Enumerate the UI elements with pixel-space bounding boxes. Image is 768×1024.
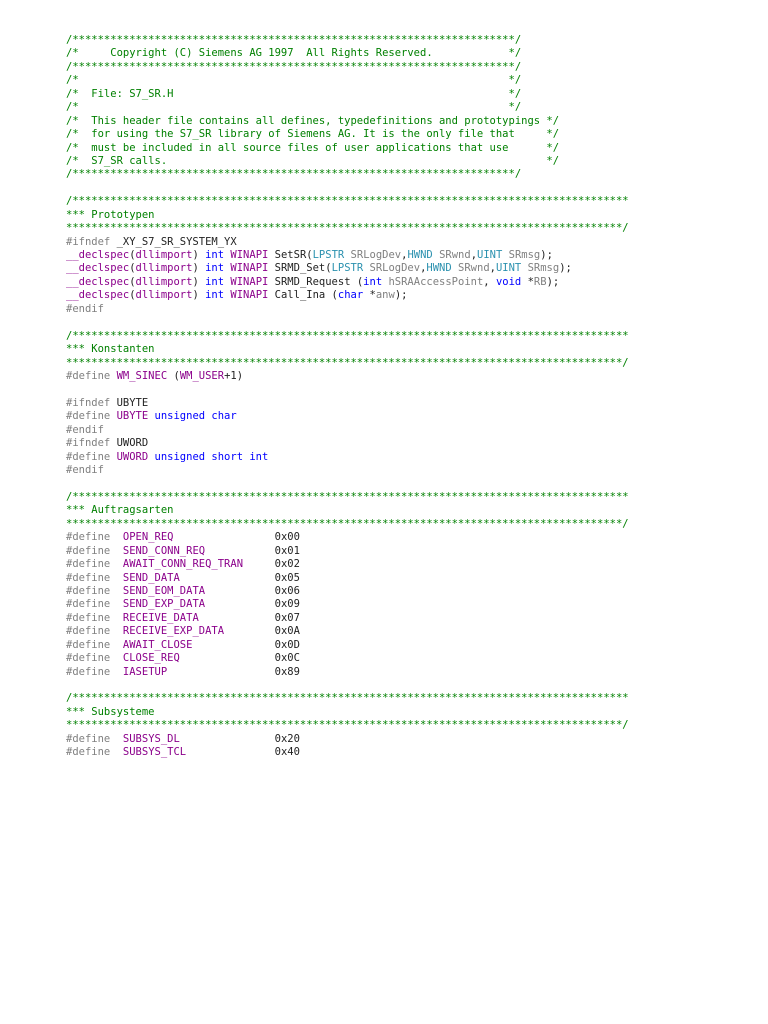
code-line — [66, 316, 706, 329]
code-line — [66, 625, 706, 638]
code-token-plain — [180, 572, 275, 584]
code-token-macro: __declspec — [66, 249, 130, 261]
code-line — [66, 733, 706, 746]
code-line — [66, 612, 706, 625]
code-line — [66, 142, 706, 155]
code-token-comment: /**********************************************************************/ — [66, 34, 522, 46]
code-token-comment: /**************************************************************************************** — [66, 692, 629, 705]
code-token-number: 0x20 — [274, 732, 300, 745]
code-token-type: HWND — [426, 262, 452, 275]
code-line — [66, 410, 706, 423]
code-line — [66, 74, 706, 87]
code-line — [66, 451, 706, 464]
code-token-macro: SEND_CONN_REQ — [122, 544, 206, 557]
code-line — [66, 289, 706, 302]
code-token-keyword: int — [205, 262, 225, 275]
code-line — [66, 558, 706, 571]
code-token-comment: ****************************************************************************************/ — [66, 222, 629, 235]
code-token-number: 0x01 — [274, 544, 300, 557]
code-token-macro: OPEN_REQ — [122, 531, 174, 544]
code-token-macro: AWAIT_CONN_REQ_TRAN — [122, 558, 244, 571]
code-token-param: SRLogDev — [350, 249, 402, 261]
code-token-number: 0x0C — [274, 652, 300, 665]
code-token-keyword: int — [205, 289, 225, 302]
code-token-plain: * — [363, 289, 376, 302]
code-token-plain — [192, 639, 274, 651]
code-token-comment: /* for using the S7_SR library of Siemens AG. It is the only file that */ — [66, 128, 560, 141]
code-token-plain: ) — [192, 262, 206, 275]
code-line — [66, 504, 706, 517]
code-token-type: LPSTR — [331, 262, 364, 275]
code-line — [66, 666, 706, 679]
code-token-macro: dllimport — [135, 249, 193, 261]
code-token-plain: ) — [192, 275, 206, 288]
code-line — [66, 262, 706, 275]
code-token-preproc: #define — [66, 531, 123, 544]
code-token-comment: /**************************************************************************************** — [66, 490, 629, 503]
code-token-macro: SEND_EOM_DATA — [122, 584, 206, 597]
code-line — [66, 437, 706, 450]
code-token-preproc: #define — [66, 598, 123, 611]
code-token-plain: ( — [167, 369, 180, 382]
code-token-number: 0x06 — [274, 584, 300, 597]
code-line — [66, 209, 706, 222]
code-line — [66, 343, 706, 356]
code-line — [66, 518, 706, 531]
code-token-keyword: int — [205, 249, 225, 261]
code-line — [66, 182, 706, 195]
code-token-macro: SEND_DATA — [122, 571, 180, 584]
code-token-number: 0x02 — [274, 558, 300, 571]
code-token-type: LPSTR — [312, 249, 345, 261]
code-token-plain: Call_Ina ( — [268, 289, 338, 302]
code-token-plain: , — [470, 249, 478, 261]
code-line — [66, 598, 706, 611]
code-token-comment: *** Auftragsarten — [66, 504, 174, 517]
code-line — [66, 101, 706, 114]
code-token-plain — [173, 531, 274, 543]
code-token-plain: ); — [394, 289, 408, 302]
code-line — [66, 47, 706, 60]
code-token-keyword: int — [363, 275, 383, 288]
code-line — [66, 88, 706, 101]
code-line — [66, 531, 706, 544]
code-token-preproc: #define — [66, 571, 123, 584]
code-token-type: HWND — [407, 249, 433, 261]
code-token-comment: /**********************************************************************/ — [66, 60, 522, 73]
code-token-number: 0x09 — [274, 598, 300, 611]
code-token-plain: SRMD_Set( — [268, 262, 332, 275]
code-token-preproc: #define — [66, 746, 123, 759]
code-token-macro: dllimport — [135, 262, 193, 275]
code-token-macro: SEND_EXP_DATA — [122, 598, 206, 611]
code-line — [66, 464, 706, 477]
code-line — [66, 491, 706, 504]
code-token-preproc: #ifndef — [66, 396, 117, 409]
code-token-macro: WINAPI — [230, 262, 269, 275]
code-token-macro: __declspec — [66, 289, 130, 302]
code-token-macro: SUBSYS_TCL — [122, 746, 187, 759]
code-line — [66, 168, 706, 181]
code-token-preproc: #define — [66, 450, 117, 463]
code-token-keyword: int — [205, 275, 225, 288]
code-line — [66, 155, 706, 168]
code-token-preproc: #define — [66, 410, 117, 423]
code-token-plain — [243, 558, 275, 570]
code-line — [66, 572, 706, 585]
code-token-number: 0x0A — [274, 625, 300, 638]
code-token-plain — [167, 666, 274, 678]
code-line — [66, 34, 706, 47]
code-token-plain — [224, 625, 275, 637]
code-token-preproc: #define — [66, 544, 123, 557]
code-token-comment: *** Konstanten — [66, 343, 155, 356]
code-token-plain — [205, 598, 275, 610]
code-line — [66, 236, 706, 249]
code-token-number: 0x40 — [274, 746, 300, 759]
code-token-plain: SetSR( — [268, 249, 313, 261]
code-token-plain — [199, 612, 275, 624]
code-line — [66, 477, 706, 490]
code-token-param: RB — [533, 275, 547, 288]
code-token-macro: CLOSE_REQ — [122, 652, 180, 665]
code-token-number: 0x89 — [274, 665, 300, 678]
code-token-param: hSRAAccessPoint — [388, 275, 484, 288]
code-token-comment: ****************************************************************************************/ — [66, 356, 629, 369]
code-token-preproc: #define — [66, 665, 123, 678]
code-token-comment: /**************************************************************************************** — [66, 329, 629, 342]
code-token-macro: WINAPI — [230, 289, 269, 302]
code-token-number: 0x00 — [274, 531, 300, 544]
code-line — [66, 370, 706, 383]
code-token-plain: UWORD — [116, 437, 149, 450]
code-token-number: 0x07 — [274, 611, 300, 624]
code-token-macro: UWORD — [116, 450, 149, 463]
code-line — [66, 746, 706, 759]
code-token-macro: __declspec — [66, 262, 130, 275]
code-token-plain: ); — [540, 249, 553, 261]
code-token-macro: dllimport — [135, 289, 193, 302]
code-token-plain — [205, 545, 275, 557]
code-token-plain: _XY_S7_SR_SYSTEM_YX — [116, 235, 237, 248]
code-token-comment: ****************************************************************************************/ — [66, 719, 629, 732]
code-token-macro: WINAPI — [230, 249, 269, 261]
code-token-plain: UBYTE — [116, 396, 149, 409]
code-token-macro: RECEIVE_EXP_DATA — [122, 625, 225, 638]
code-token-preproc: #define — [66, 558, 123, 571]
code-line — [66, 249, 706, 262]
code-token-keyword: void — [495, 275, 522, 288]
code-token-macro: WM_SINEC — [116, 369, 168, 382]
code-token-param: SRwnd — [458, 262, 490, 275]
code-token-preproc: #define — [66, 625, 123, 638]
code-token-macro: WM_USER — [179, 369, 225, 382]
code-token-preproc: #endif — [66, 302, 104, 315]
code-token-plain: , — [489, 262, 496, 275]
code-token-preproc: #ifndef — [66, 235, 117, 248]
code-token-macro: SUBSYS_DL — [122, 732, 180, 745]
code-token-keyword: char — [337, 289, 364, 302]
code-token-comment: /**************************************************************************************** — [66, 195, 629, 208]
code-token-comment: *** Subsysteme — [66, 705, 155, 718]
code-token-param: SRLogDev — [369, 262, 421, 275]
code-token-macro: UBYTE — [116, 410, 149, 423]
code-token-preproc: #endif — [66, 464, 104, 476]
code-token-plain — [180, 652, 275, 664]
code-token-comment: /* Copyright (C) Siemens AG 1997 All Rights Reserved. */ — [66, 47, 522, 60]
code-line — [66, 303, 706, 316]
code-token-macro: __declspec — [66, 275, 130, 288]
code-line — [66, 330, 706, 343]
code-token-plain: , — [483, 275, 496, 288]
code-token-plain: ( — [129, 275, 136, 288]
code-line — [66, 195, 706, 208]
code-token-param: SRmsg — [527, 262, 560, 275]
code-token-number: 0x0D — [274, 638, 300, 651]
code-token-plain: * — [521, 275, 534, 288]
code-line — [66, 719, 706, 732]
code-token-plain: +1) — [224, 369, 244, 382]
code-token-number: 0x05 — [274, 571, 300, 584]
code-line — [66, 424, 706, 437]
code-token-preproc: #endif — [66, 423, 104, 436]
code-token-macro: RECEIVE_DATA — [122, 611, 199, 624]
code-token-macro: dllimport — [135, 275, 193, 288]
code-token-plain: ) — [192, 289, 206, 302]
code-line — [66, 639, 706, 652]
code-token-macro: WINAPI — [230, 275, 269, 288]
code-token-preproc: #define — [66, 732, 123, 745]
code-token-comment: /* S7_SR calls. */ — [66, 154, 560, 167]
code-line — [66, 383, 706, 396]
code-line — [66, 585, 706, 598]
code-line — [66, 692, 706, 705]
code-line — [66, 222, 706, 235]
code-line — [66, 128, 706, 141]
code-token-param: anw — [375, 289, 395, 302]
code-token-preproc: #define — [66, 369, 117, 382]
code-token-param: SRmsg — [508, 249, 541, 261]
code-token-plain: ( — [129, 289, 136, 302]
code-token-type: UINT — [495, 262, 522, 275]
code-token-plain: ( — [129, 262, 136, 275]
code-token-comment: /* File: S7_SR.H */ — [66, 87, 522, 100]
source-code-listing — [66, 34, 706, 760]
code-line — [66, 652, 706, 665]
code-token-comment: /* */ — [66, 101, 522, 114]
code-token-macro: IASETUP — [122, 665, 168, 678]
code-token-keyword: unsigned short int — [154, 450, 269, 463]
code-token-comment: ****************************************************************************************/ — [66, 517, 629, 530]
code-token-keyword: unsigned char — [154, 410, 237, 423]
code-token-param: SRwnd — [439, 249, 471, 261]
code-token-plain — [205, 585, 275, 597]
code-token-comment: *** Prototypen — [66, 208, 155, 221]
code-line — [66, 61, 706, 74]
code-token-preproc: #define — [66, 611, 123, 624]
code-token-plain: ) — [192, 249, 206, 261]
code-token-plain: SRMD_Request ( — [268, 275, 364, 288]
code-token-preproc: #ifndef — [66, 437, 117, 450]
code-token-preproc: #define — [66, 638, 123, 651]
code-token-plain: ); — [559, 262, 572, 275]
code-token-plain: ( — [129, 249, 136, 261]
code-token-plain — [180, 733, 275, 745]
code-line — [66, 357, 706, 370]
code-token-comment: /**********************************************************************/ — [66, 168, 522, 181]
code-token-comment: /* This header file contains all defines, typedefinitions and prototypings */ — [66, 114, 560, 127]
code-token-plain — [186, 746, 275, 758]
code-line — [66, 276, 706, 289]
code-token-comment: /* must be included in all source files of user applications that use */ — [66, 141, 560, 154]
code-line — [66, 115, 706, 128]
code-line — [66, 679, 706, 692]
code-token-plain: ); — [546, 275, 560, 288]
code-line — [66, 706, 706, 719]
code-line — [66, 545, 706, 558]
code-token-preproc: #define — [66, 584, 123, 597]
code-token-plain: , — [401, 249, 408, 261]
code-line — [66, 397, 706, 410]
code-token-comment: /* */ — [66, 74, 522, 87]
code-token-plain: , — [420, 262, 427, 275]
code-token-preproc: #define — [66, 652, 123, 665]
code-token-macro: AWAIT_CLOSE — [122, 638, 193, 651]
code-token-type: UINT — [477, 249, 503, 261]
